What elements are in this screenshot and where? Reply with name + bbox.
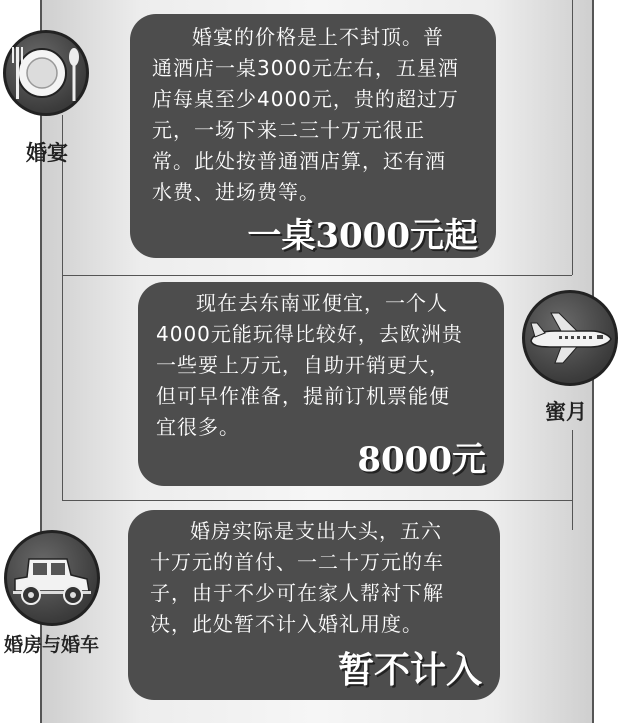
bubble-text: [152, 22, 482, 208]
car-icon: [4, 530, 100, 626]
bubble-text: [156, 288, 490, 443]
text-line: 子，由于不少可在家人帮衬下解: [150, 581, 444, 605]
airplane-icon: [522, 290, 618, 386]
divider-line: [62, 275, 63, 500]
info-bubble-banquet: [130, 14, 496, 258]
text-line: 常。此处按普通酒店算，还有酒: [152, 149, 446, 173]
text-line: 十万元的首付、一二十万元的车: [150, 550, 444, 574]
text-line: 但可早作准备，提前订机票能便: [156, 384, 450, 408]
section-label-house-car: 婚房与婚车: [4, 634, 100, 656]
info-bubble-honeymoon: [138, 282, 504, 486]
text-line: 宜很多。: [156, 415, 240, 439]
bubble-text: [150, 516, 486, 640]
text-line: 店每桌至少4000元，贵的超过万: [152, 87, 459, 111]
text-line: 决，此处暂不计入婚礼用度。: [150, 612, 423, 636]
plate-cutlery-icon: [3, 30, 89, 116]
amount-house-car: 暂不计入: [337, 649, 482, 691]
text-line: 通酒店一桌3000元左右，五星酒: [152, 56, 459, 80]
amount-banquet: 一桌3000元起: [247, 216, 478, 256]
text-line: 水费、进场费等。: [152, 180, 320, 204]
section-label-honeymoon: 蜜月: [545, 400, 587, 424]
amount-honeymoon: 8000元: [357, 440, 486, 480]
divider-line: [572, 430, 573, 530]
text-line: 4000元能玩得比较好，去欧洲贵: [156, 322, 463, 346]
divider-line: [572, 0, 573, 275]
text-line: 现在去东南亚便宜，一个人: [196, 291, 448, 315]
divider-line: [62, 275, 572, 276]
text-line: 婚宴的价格是上不封顶。普: [192, 25, 444, 49]
section-label-banquet: 婚宴: [26, 141, 68, 165]
info-bubble-house-car: [128, 510, 500, 700]
text-line: 婚房实际是支出大头，五六: [190, 519, 442, 543]
text-line: 元，一场下来二三十万元很正: [152, 118, 425, 142]
divider-line: [62, 500, 572, 501]
text-line: 一些要上万元，自助开销更大，: [156, 353, 450, 377]
